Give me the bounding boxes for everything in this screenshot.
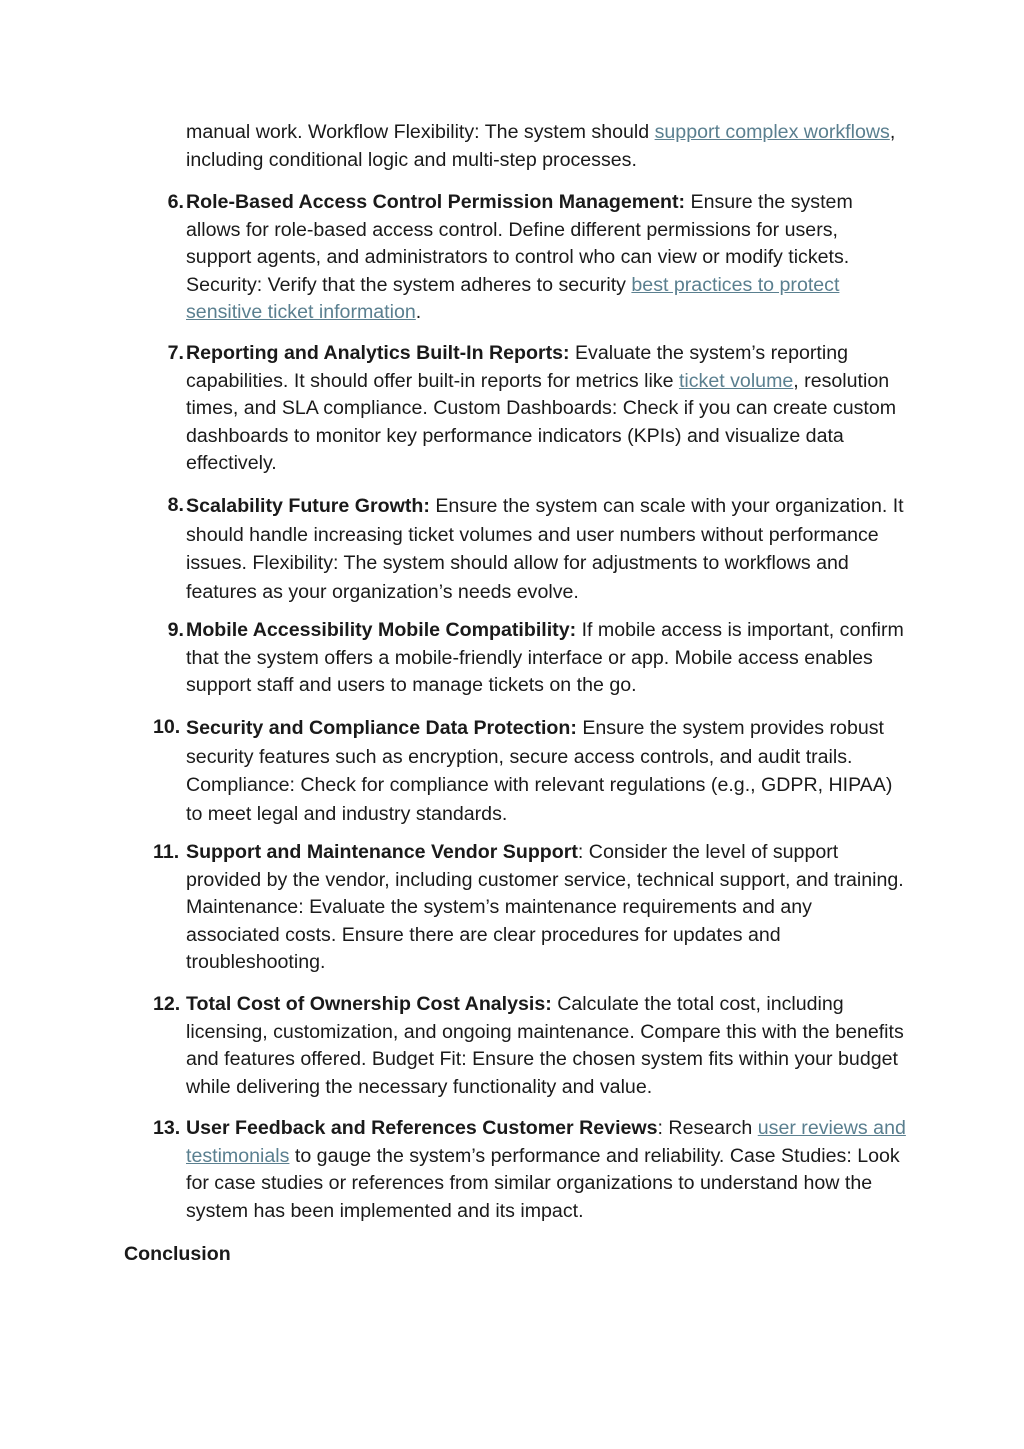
list-item-9 bbox=[186, 617, 906, 700]
item-12-text: Calculate the total cost, including licensing, customization, and ongoing maintenance. Compare this with the benefits and features offered. Budget Fit: Ensure the chosen system fits within your budget while delivering the necessary functionality and value. bbox=[186, 993, 904, 1098]
item-13-text: : Research bbox=[657, 1117, 758, 1139]
item-6-text-end: . bbox=[415, 301, 422, 324]
list-number-9: 9. bbox=[167, 619, 184, 641]
item-6-text: Ensure the system allows for role-based access control. Define different permissions for users, support agents, and administrators to control who can view or modify tickets. Security: Verify that the system adheres to security bbox=[186, 191, 853, 296]
list-item-6 bbox=[186, 189, 906, 327]
item-9-title: Mobile Accessibility Mobile Compatibility: bbox=[186, 619, 577, 641]
item-9-text: If mobile access is important, confirm that the system offers a mobile-friendly interface or app. Mobile access enables support staff and users to manage tickets on the go. bbox=[186, 619, 904, 697]
item-8-text: Ensure the system can scale with your organization. It should handle increasing ticket volumes and user numbers without performance issues. Flexibility: The system should allow for adjustments to workflows and features as your organization’s needs evolve. bbox=[186, 495, 904, 603]
list-number-8: 8. bbox=[167, 494, 184, 516]
list-number-12: 12. bbox=[153, 993, 181, 1015]
item-5-text: manual work. Workflow Flexibility: The system should bbox=[186, 121, 655, 143]
item-7-title: Reporting and Analytics Built-In Reports: bbox=[186, 342, 570, 364]
item-11-title: Support and Maintenance Vendor Support bbox=[186, 841, 578, 863]
conclusion-heading: Conclusion bbox=[124, 1243, 231, 1265]
list-item-13 bbox=[186, 1115, 906, 1225]
item-12-title: Total Cost of Ownership Cost Analysis: bbox=[186, 993, 552, 1015]
list-number-7: 7. bbox=[167, 342, 184, 364]
list-item-10 bbox=[186, 714, 906, 828]
item-5-continuation bbox=[186, 119, 906, 174]
item-10-title: Security and Compliance Data Protection: bbox=[186, 717, 577, 739]
link-user-reviews[interactable]: user reviews and testimonials bbox=[186, 1117, 906, 1167]
list-item-7 bbox=[186, 340, 906, 478]
link-ticket-volume[interactable]: ticket volume bbox=[678, 369, 794, 392]
item-13-text-end: to gauge the system’s performance and reliability. Case Studies: Look for case studies or references from similar organizations to understand how the system has been implemented and its impact. bbox=[186, 1144, 900, 1222]
list-number-13: 13. bbox=[153, 1117, 181, 1139]
item-13-title: User Feedback and References Customer Reviews bbox=[186, 1117, 658, 1139]
list-item-11 bbox=[186, 839, 906, 977]
item-10-text: Ensure the system provides robust security features such as encryption, secure access controls, and audit trails. Compliance: Check for compliance with relevant regulations (e.g., GDPR, HIPAA) to meet legal and industry standards. bbox=[186, 717, 893, 825]
item-7-text-end: , resolution times, and SLA compliance. Custom Dashboards: Check if you can create custom dashboards to monitor key performance indicators (KPIs) and visualize data effectively. bbox=[186, 369, 897, 475]
list-item-12 bbox=[186, 991, 906, 1101]
item-8-title: Scalability Future Growth: bbox=[186, 495, 430, 517]
link-support-complex-workflows[interactable]: support complex workflows bbox=[654, 121, 890, 143]
link-best-practices[interactable]: best practices to protect sensitive ticket information bbox=[186, 273, 840, 324]
item-11-text: : Consider the level of support provided by the vendor, including customer service, technical support, and training. Maintenance: Evaluate the system’s maintenance requirements and any associated costs. Ensure there are clear procedures for updates and troubleshooting. bbox=[186, 841, 904, 974]
list-number-6: 6. bbox=[167, 191, 184, 213]
list-number-11: 11. bbox=[153, 841, 180, 863]
item-6-title: Role-Based Access Control Permission Management: bbox=[186, 191, 686, 213]
item-5-text-end: , including conditional logic and multi-step processes. bbox=[186, 121, 896, 171]
item-7-text: Evaluate the system’s reporting capabilities. It should offer built-in reports for metrics like bbox=[186, 342, 848, 392]
list-number-10: 10. bbox=[153, 716, 181, 738]
list-item-8 bbox=[186, 492, 906, 606]
